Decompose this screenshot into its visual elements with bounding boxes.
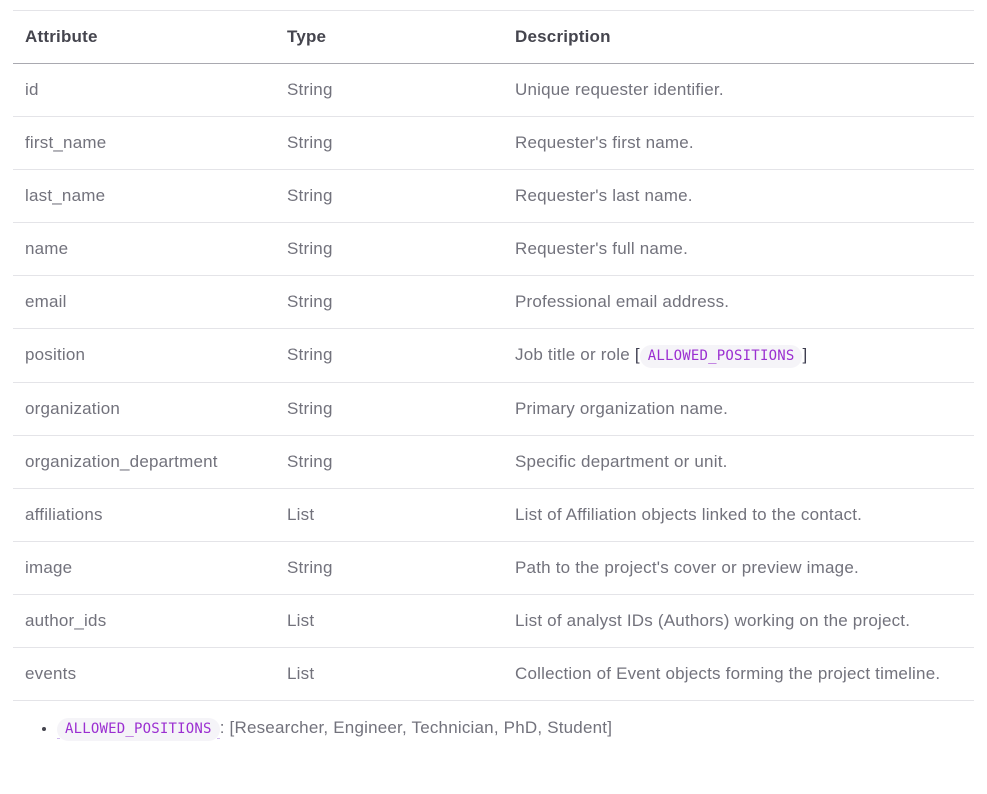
description-cell: Requester's first name. xyxy=(503,117,974,170)
description-cell: Requester's full name. xyxy=(503,223,974,276)
table-header-row xyxy=(13,11,974,64)
description-cell xyxy=(503,329,974,383)
table-row xyxy=(13,489,974,542)
inline-code: ALLOWED_POSITIONS xyxy=(57,718,220,741)
table-body xyxy=(13,64,974,701)
attribute-cell: first_name xyxy=(13,117,275,170)
notes-list xyxy=(13,714,974,743)
column-header-type: Type xyxy=(275,11,503,64)
list-item xyxy=(57,714,974,743)
column-header-description: Description xyxy=(503,11,974,64)
attribute-cell: email xyxy=(13,276,275,329)
description-cell: List of analyst IDs (Authors) working on the project. xyxy=(503,595,974,648)
table-row xyxy=(13,436,974,489)
attribute-cell: affiliations xyxy=(13,489,275,542)
type-cell: List xyxy=(275,595,503,648)
attribute-cell: id xyxy=(13,64,275,117)
attribute-cell: position xyxy=(13,329,275,383)
description-cell: Unique requester identifier. xyxy=(503,64,974,117)
inline-code: ALLOWED_POSITIONS xyxy=(640,345,803,368)
type-cell: String xyxy=(275,436,503,489)
table-row xyxy=(13,117,974,170)
attribute-cell: events xyxy=(13,648,275,701)
table-row xyxy=(13,329,974,383)
description-cell: Path to the project's cover or preview image. xyxy=(503,542,974,595)
attribute-cell: author_ids xyxy=(13,595,275,648)
column-header-attribute: Attribute xyxy=(13,11,275,64)
type-cell: String xyxy=(275,117,503,170)
attribute-cell: name xyxy=(13,223,275,276)
table-row xyxy=(13,542,974,595)
close-bracket: ] xyxy=(802,345,808,364)
description-cell: Specific department or unit. xyxy=(503,436,974,489)
description-text: Job title or role xyxy=(515,345,635,364)
type-cell: String xyxy=(275,276,503,329)
attributes-table xyxy=(13,10,974,701)
type-cell: String xyxy=(275,223,503,276)
table-row xyxy=(13,170,974,223)
table-row xyxy=(13,276,974,329)
type-cell: String xyxy=(275,542,503,595)
attribute-cell: last_name xyxy=(13,170,275,223)
description-cell: Professional email address. xyxy=(503,276,974,329)
description-cell: Collection of Event objects forming the project timeline. xyxy=(503,648,974,701)
table-row xyxy=(13,223,974,276)
note-text: : [Researcher, Engineer, Technician, PhD, Student] xyxy=(219,718,613,737)
attribute-cell: image xyxy=(13,542,275,595)
type-cell: String xyxy=(275,329,503,383)
allowed-positions-link[interactable] xyxy=(57,718,220,739)
description-cell: Requester's last name. xyxy=(503,170,974,223)
type-cell: List xyxy=(275,648,503,701)
attribute-cell: organization xyxy=(13,383,275,436)
table-row xyxy=(13,64,974,117)
open-bracket: [ xyxy=(634,345,640,364)
table-row xyxy=(13,595,974,648)
table-row xyxy=(13,383,974,436)
type-cell: String xyxy=(275,64,503,117)
description-cell: Primary organization name. xyxy=(503,383,974,436)
table-row xyxy=(13,648,974,701)
description-cell: List of Affiliation objects linked to the contact. xyxy=(503,489,974,542)
attribute-cell: organization_department xyxy=(13,436,275,489)
type-cell: String xyxy=(275,383,503,436)
type-cell: List xyxy=(275,489,503,542)
type-cell: String xyxy=(275,170,503,223)
